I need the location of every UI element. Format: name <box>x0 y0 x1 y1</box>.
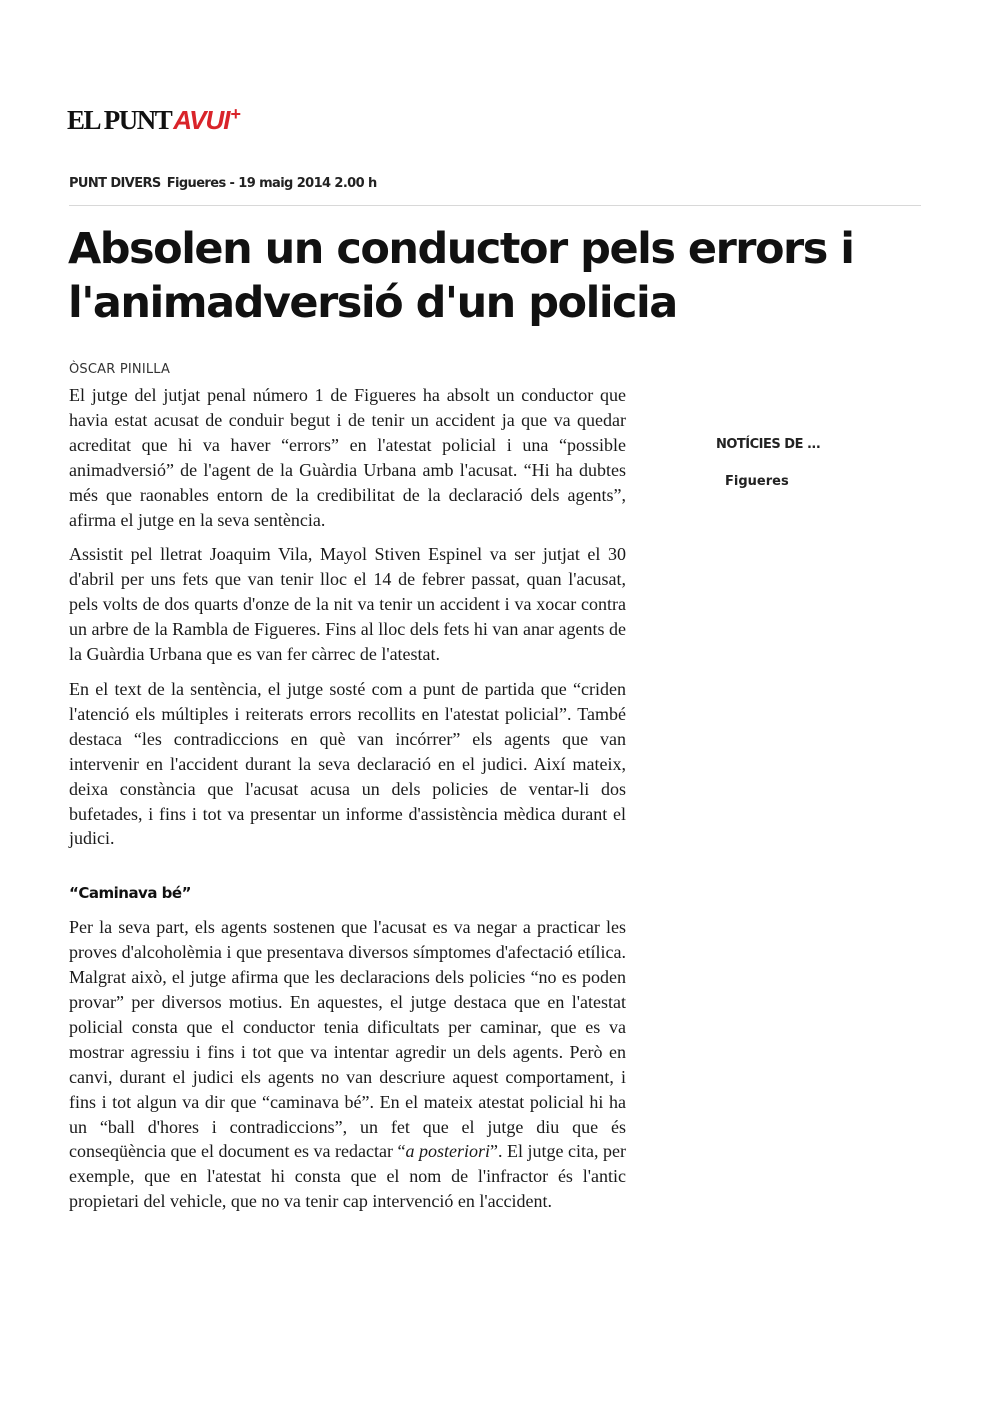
paragraph-4 <box>69 915 626 1214</box>
paragraph-4-italic: a posteriori <box>405 1141 490 1162</box>
paragraph-4-text-before: Per la seva part, els agents sostenen que l'acusat es va negar a practicar les proves d'alcoholèmia i que presentava diversos símptomes d'afectació etílica. Malgrat això, el jutge afirma que les declaracions dels policies “no es poden provar” per diversos motius. En aquestes, el jutge destaca que en l'atestat policial consta que el conductor tenia dificultats per caminar, que es va mostrar agressiu i fins i tot que va intentar agredir un dels agents. Però en canvi, durant el judici els agents no van descriure aquest comportament, i fins i tot algun va dir que “caminava bé”. En el mateix atestat policial hi ha un “ball d'hores i contradiccions”, un fet que el jutge diu que és conseqüència que el document es va redactar “ <box>69 917 626 1162</box>
logo-el-punt: EL PUNT <box>67 105 172 135</box>
meta-separator: - <box>229 176 235 191</box>
paragraph-3: En el text de la sentència, el jutge sosté com a punt de partida que “criden l'atenció els múltiples i reiterats errors recollits en l'atestat policial”. També destaca “les contradiccions en què van incórrer” els agents que van intervenir en l'accident durant la seva declaració en el judici. Així mateix, deixa constància que l'acusat acusa un dels policies de ventar-li dos bufetades, i fins i tot va presentar un informe d'assistència mèdica durant el judici. <box>69 678 626 849</box>
location-label: Figueres <box>166 176 226 191</box>
section-label: PUNT DIVERS <box>69 176 161 191</box>
author-byline: ÒSCAR PINILLA <box>69 362 171 377</box>
paragraph-2: Assistit pel lletrat Joaquim Vila, Mayol Stiven Espinel va ser jutjat el 30 d'abril per uns fets que van tenir lloc el 14 de febrer passat, quan l'acusat, pels volts de dos quarts d'onze de la nit va tenir un accident i va xocar contra un arbre de la Rambla de Figueres. Fins al lloc dels fets hi van anar agents de la Guàrdia Urbana que es van fer càrrec de l'atestat. <box>69 544 626 665</box>
header-divider <box>69 205 921 206</box>
article-title: Absolen un conductor pels errors i l'animadversió d'un policia <box>68 224 854 328</box>
logo-avui: AVUI <box>173 105 230 135</box>
sidebar-link-figueres[interactable]: Figueres <box>725 474 789 489</box>
sidebar-title: NOTÍCIES DE ... <box>716 437 821 452</box>
site-logo[interactable] <box>67 106 241 134</box>
article-subheading: “Caminava bé” <box>69 884 191 903</box>
paragraph-4-text-after: ”. El jutge cita, per exemple, que en l'atestat hi consta que el nom de l'infractor és l'antic propietari del vehicle, que no va tenir cap intervenció en l'accident. <box>69 1141 626 1212</box>
article-body <box>69 383 626 1224</box>
article-meta <box>69 176 377 191</box>
related-news-sidebar <box>716 437 820 489</box>
publish-date: 19 maig 2014 2.00 h <box>238 176 377 191</box>
paragraph-1: El jutge del jutjat penal número 1 de Figueres ha absolt un conductor que havia estat acusat de conduir begut i de tenir un accident ja que va quedar acreditat que hi va haver “errors” en l'atestat policial i una “possible animadversió” de l'agent de la Guàrdia Urbana amb l'acusat. “Hi ha dubtes més que raonables entorn de la credibilitat de la declaració dels agents”, afirma el jutge en la seva sentència. <box>69 385 626 530</box>
logo-plus-icon: + <box>230 104 241 124</box>
